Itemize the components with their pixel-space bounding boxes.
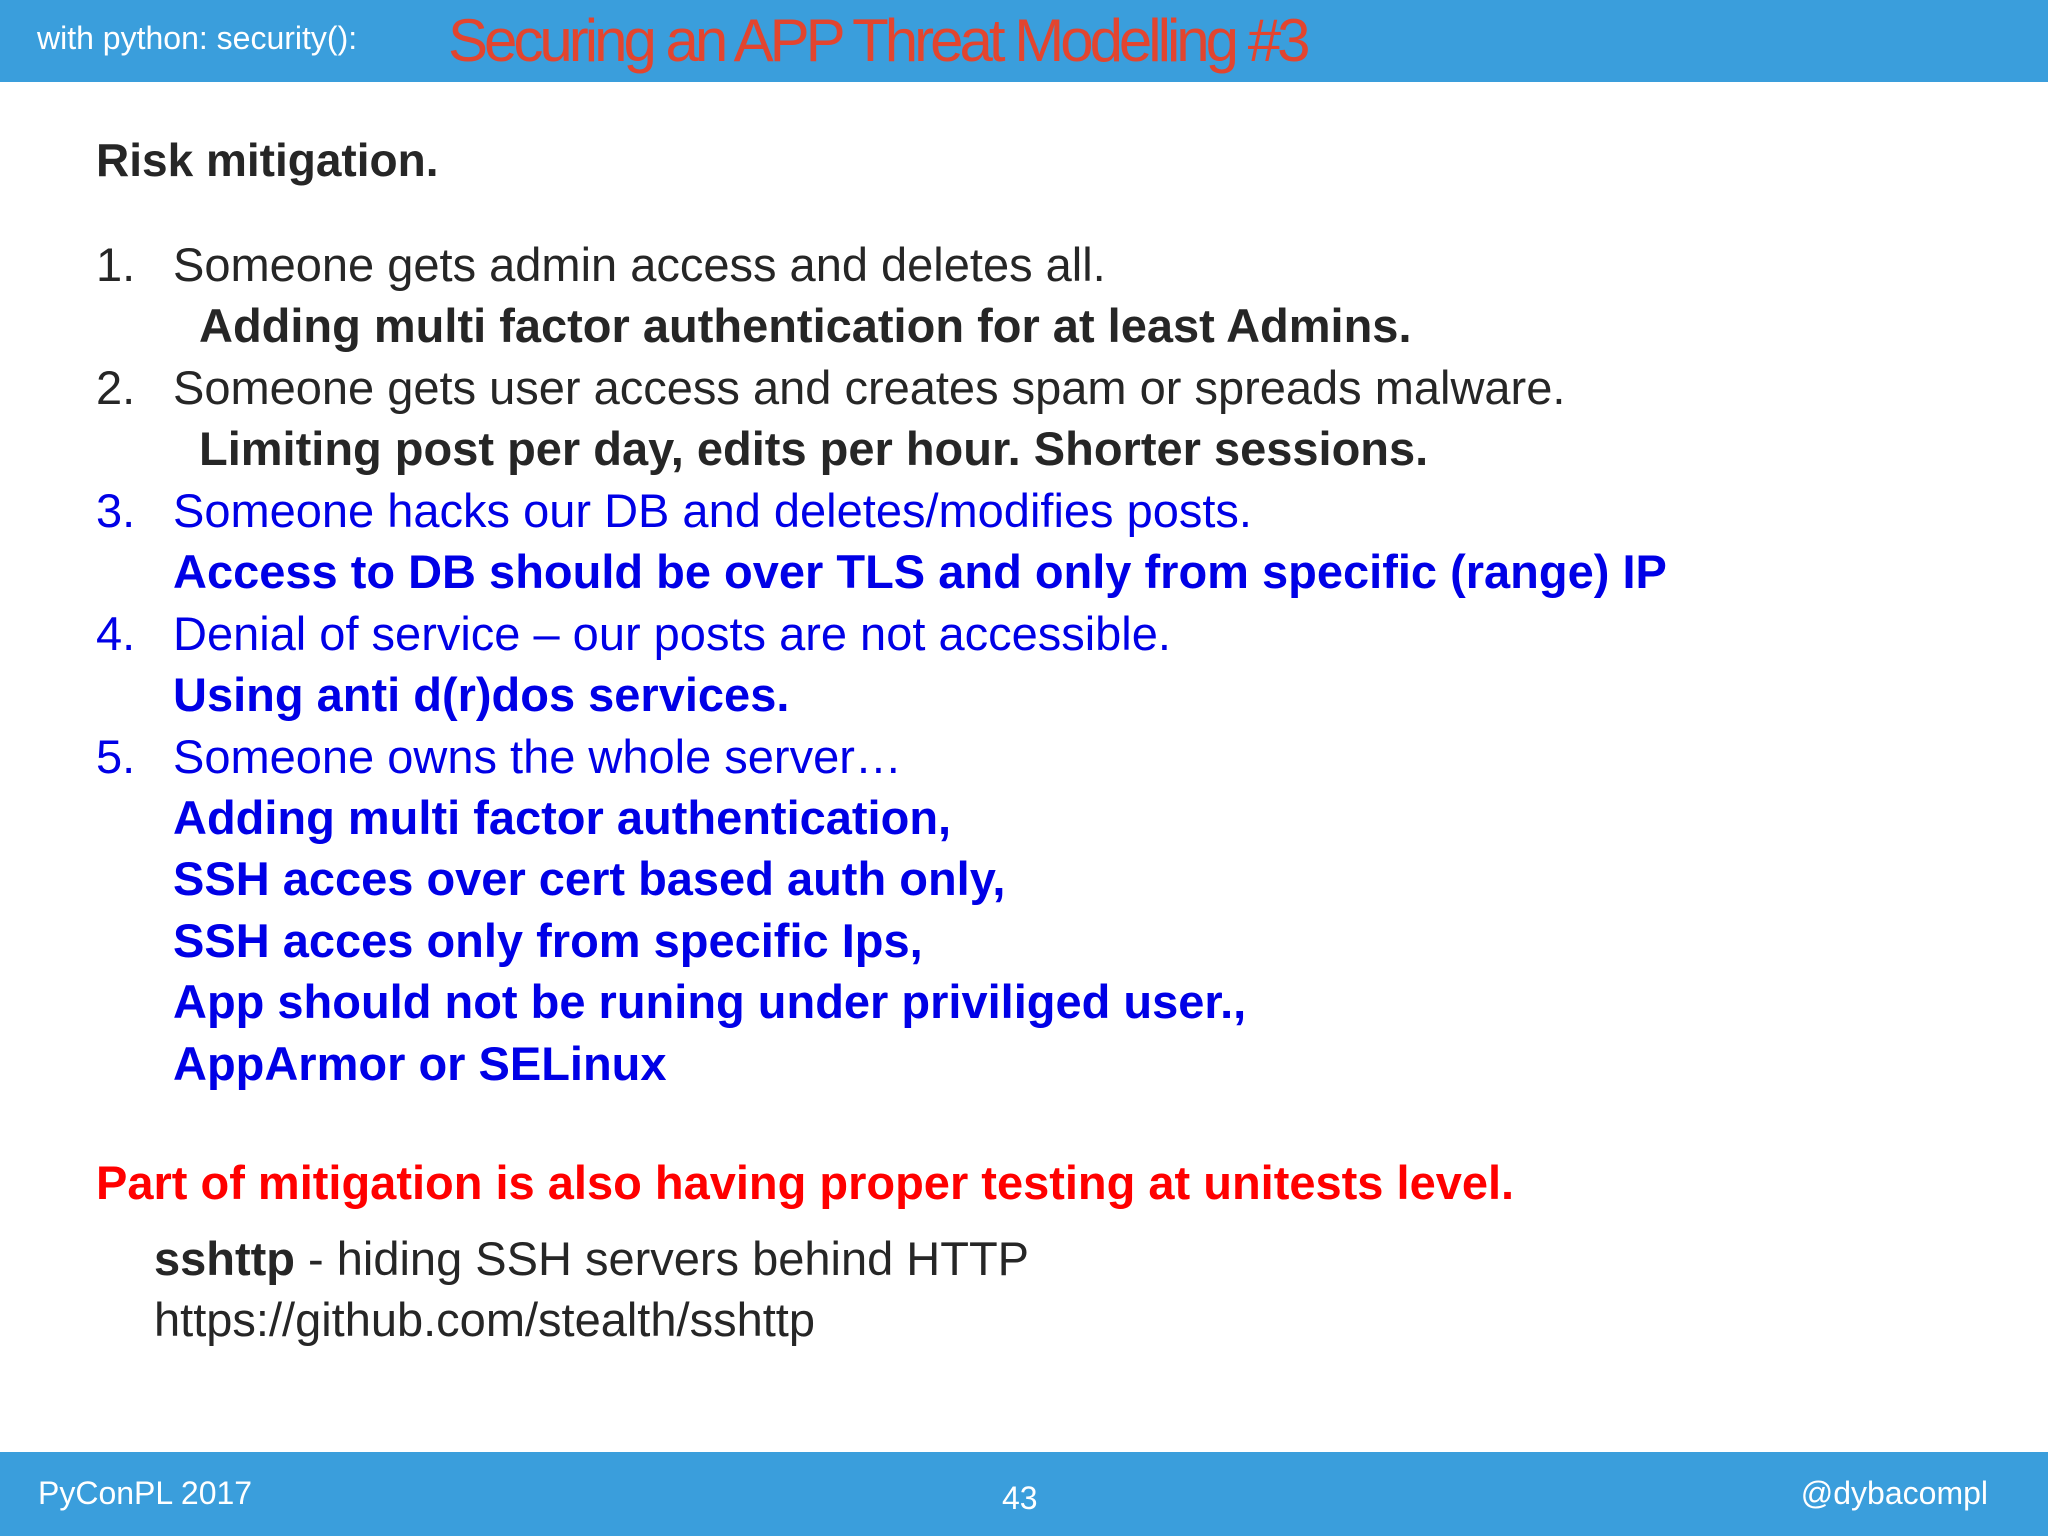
item-mitigation: App should not be runing under priviliged user., bbox=[173, 975, 1247, 1028]
item-mitigation: Access to DB should be over TLS and only from specific (range) IP bbox=[173, 545, 1667, 598]
item-mitigation: SSH acces over cert based auth only, bbox=[173, 852, 1006, 905]
item-mitigation: SSH acces only from specific Ips, bbox=[173, 914, 923, 967]
slide-title: Securing an APP Threat Modelling #3 bbox=[448, 7, 1307, 74]
item-number: 3. bbox=[96, 484, 136, 537]
item-threat: Someone gets admin access and deletes all. bbox=[173, 238, 1106, 291]
item-mitigation: Adding multi factor authentication, bbox=[173, 791, 952, 844]
tool-url: https://github.com/stealth/sshttp bbox=[154, 1293, 815, 1346]
tool-summary: - hiding SSH servers behind HTTP bbox=[295, 1232, 1030, 1285]
tool-description bbox=[154, 1231, 1029, 1287]
item-mitigation: Limiting post per day, edits per hour. Shorter sessions. bbox=[199, 422, 1429, 475]
item-number: 4. bbox=[96, 607, 136, 660]
item-threat: Denial of service – our posts are not accessible. bbox=[173, 607, 1171, 660]
item-threat: Someone gets user access and creates spam or spreads malware. bbox=[173, 361, 1566, 414]
item-mitigation: Using anti d(r)dos services. bbox=[173, 668, 790, 721]
tool-name: sshttp bbox=[154, 1232, 295, 1285]
section-heading: Risk mitigation. bbox=[96, 134, 439, 186]
item-number: 2. bbox=[96, 361, 136, 414]
item-number: 1. bbox=[96, 238, 136, 291]
page-number: 43 bbox=[1002, 1480, 1038, 1516]
item-mitigation: AppArmor or SELinux bbox=[173, 1037, 667, 1090]
testing-note: Part of mitigation is also having proper testing at unitests level. bbox=[96, 1156, 1515, 1209]
footer-event: PyConPL 2017 bbox=[38, 1475, 253, 1511]
item-threat: Someone owns the whole server… bbox=[173, 730, 902, 783]
footer-handle: @dybacompl bbox=[1800, 1475, 1988, 1511]
item-mitigation: Adding multi factor authentication for at least Admins. bbox=[199, 299, 1412, 352]
item-threat: Someone hacks our DB and deletes/modifies posts. bbox=[173, 484, 1252, 537]
item-number: 5. bbox=[96, 730, 136, 783]
header-subtitle: with python: security(): bbox=[37, 20, 358, 56]
